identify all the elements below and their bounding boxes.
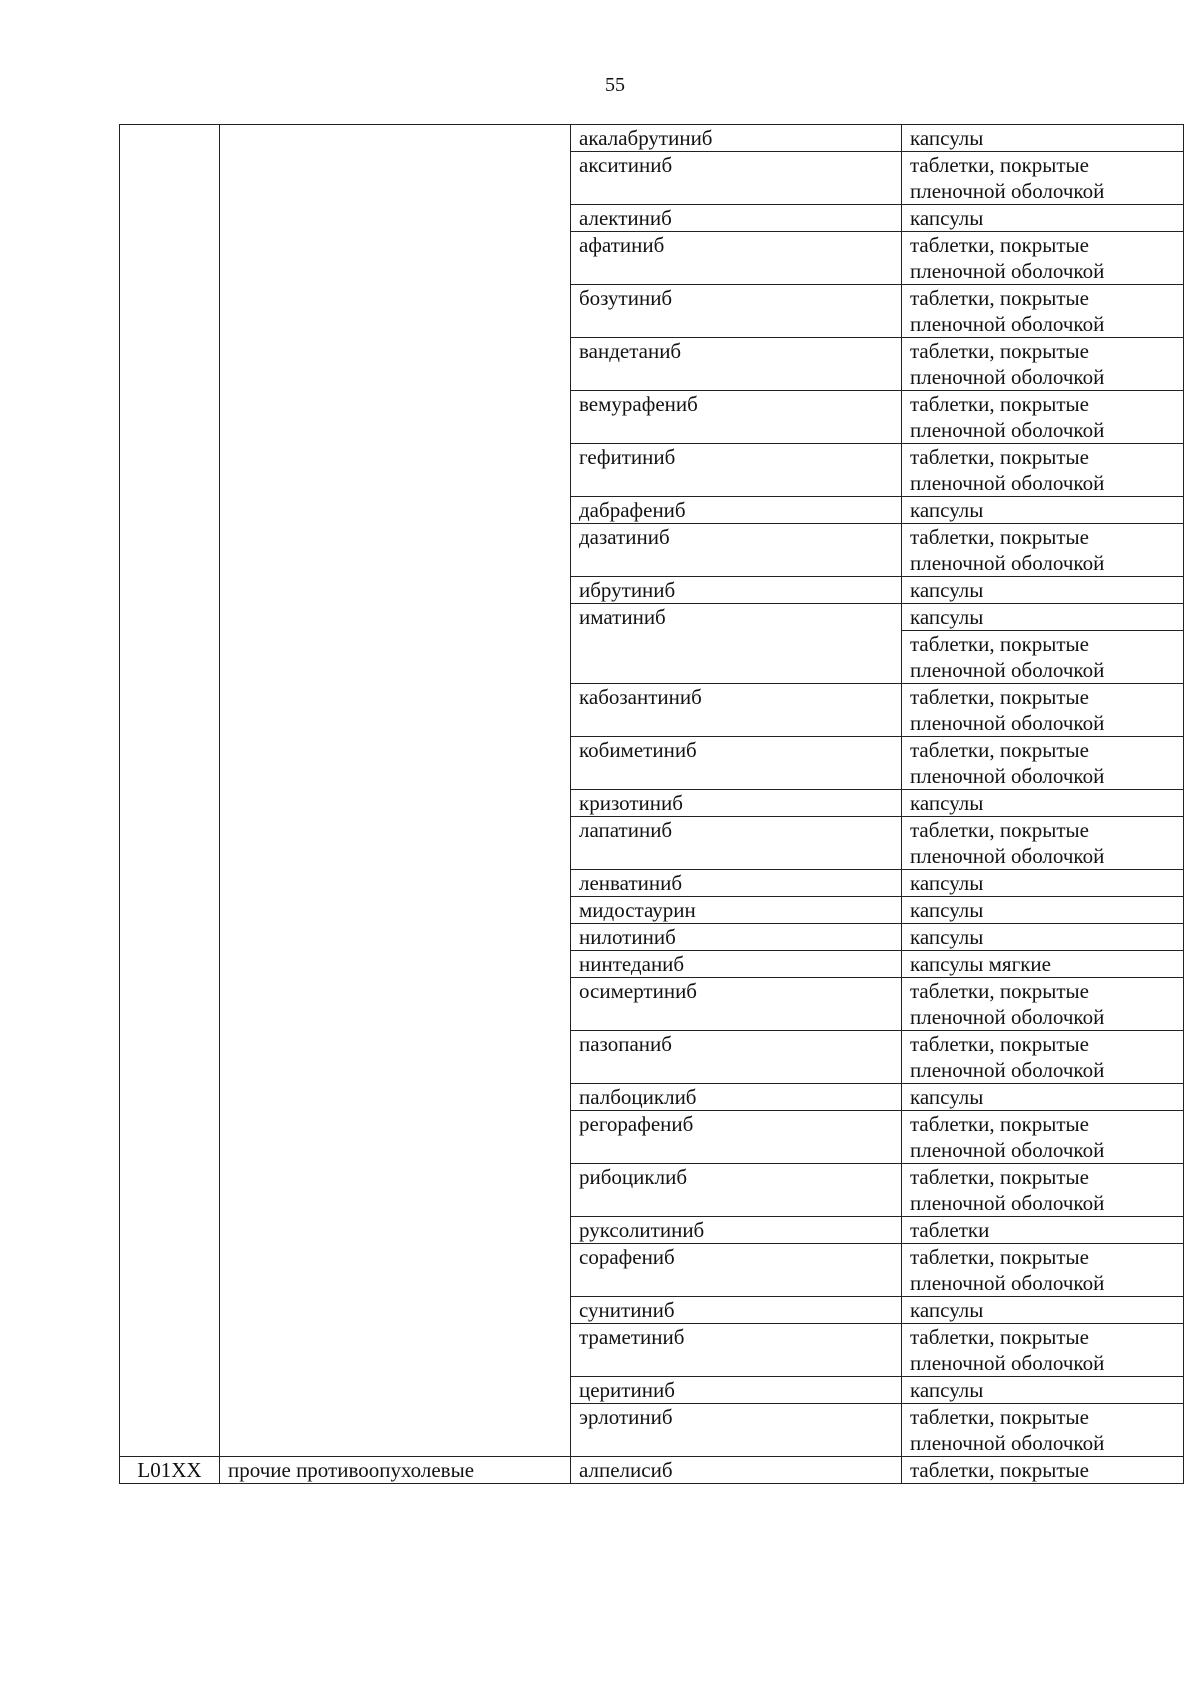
dosage-form-cell: таблетки, покрытые (902, 1457, 1184, 1484)
dosage-form-cell: капсулы (902, 870, 1184, 897)
drug-name-cell: гефитиниб (571, 444, 902, 497)
dosage-form-cell: таблетки, покрытые пленочной оболочкой (902, 1324, 1184, 1377)
dosage-form-cell: таблетки, покрытые пленочной оболочкой (902, 232, 1184, 285)
group-name-cell (220, 125, 571, 1457)
drug-name-cell: иматиниб (571, 604, 902, 684)
drug-name-cell: нинтеданиб (571, 951, 902, 978)
dosage-form-cell: капсулы (902, 1297, 1184, 1324)
drug-name-cell: дазатиниб (571, 524, 902, 577)
table-row (120, 1457, 1184, 1484)
dosage-form-cell: таблетки, покрытые пленочной оболочкой (902, 737, 1184, 790)
dosage-form-cell: капсулы (902, 897, 1184, 924)
dosage-form-cell: таблетки, покрытые пленочной оболочкой (902, 631, 1184, 684)
dosage-form-cell: капсулы (902, 1084, 1184, 1111)
drug-name-cell: рибоциклиб (571, 1164, 902, 1217)
dosage-form-cell: капсулы (902, 125, 1184, 152)
drug-name-cell: кризотиниб (571, 790, 902, 817)
dosage-form-cell: таблетки, покрытые пленочной оболочкой (902, 152, 1184, 205)
dosage-form-cell: таблетки, покрытые пленочной оболочкой (902, 285, 1184, 338)
dosage-form-cell: капсулы (902, 205, 1184, 232)
drug-name-cell: траметиниб (571, 1324, 902, 1377)
atc-code-cell: L01XX (120, 1457, 220, 1484)
drug-name-cell: пазопаниб (571, 1031, 902, 1084)
dosage-form-cell: таблетки, покрытые пленочной оболочкой (902, 1164, 1184, 1217)
dosage-form-cell: капсулы (902, 1377, 1184, 1404)
dosage-form-cell: капсулы (902, 577, 1184, 604)
dosage-form-cell: таблетки, покрытые пленочной оболочкой (902, 1404, 1184, 1457)
atc-code-cell (120, 125, 220, 1457)
dosage-form-cell: таблетки, покрытые пленочной оболочкой (902, 1031, 1184, 1084)
drug-name-cell: нилотиниб (571, 924, 902, 951)
dosage-form-cell: таблетки, покрытые пленочной оболочкой (902, 684, 1184, 737)
dosage-form-cell: таблетки, покрытые пленочной оболочкой (902, 978, 1184, 1031)
drug-name-cell: ленватиниб (571, 870, 902, 897)
drug-name-cell: мидостаурин (571, 897, 902, 924)
table-row (120, 125, 1184, 152)
drug-name-cell: алектиниб (571, 205, 902, 232)
dosage-form-cell: таблетки, покрытые пленочной оболочкой (902, 338, 1184, 391)
dosage-form-cell: таблетки (902, 1217, 1184, 1244)
drug-name-cell: акситиниб (571, 152, 902, 205)
drug-name-cell: церитиниб (571, 1377, 902, 1404)
drug-table (119, 124, 1184, 1484)
dosage-form-cell: таблетки, покрытые пленочной оболочкой (902, 1244, 1184, 1297)
drug-name-cell: бозутиниб (571, 285, 902, 338)
group-name-cell: прочие противоопухолевые (220, 1457, 571, 1484)
dosage-form-cell: капсулы (902, 790, 1184, 817)
page-number: 55 (605, 74, 625, 96)
drug-name-cell: афатиниб (571, 232, 902, 285)
drug-name-cell: ибрутиниб (571, 577, 902, 604)
drug-name-cell: кабозантиниб (571, 684, 902, 737)
dosage-form-cell: капсулы (902, 604, 1184, 631)
dosage-form-cell: капсулы (902, 924, 1184, 951)
drug-name-cell: сунитиниб (571, 1297, 902, 1324)
dosage-form-cell: капсулы мягкие (902, 951, 1184, 978)
dosage-form-cell: таблетки, покрытые пленочной оболочкой (902, 391, 1184, 444)
drug-name-cell: вандетаниб (571, 338, 902, 391)
drug-name-cell: сорафениб (571, 1244, 902, 1297)
drug-name-cell: алпелисиб (571, 1457, 902, 1484)
dosage-form-cell: таблетки, покрытые пленочной оболочкой (902, 1111, 1184, 1164)
drug-name-cell: дабрафениб (571, 497, 902, 524)
dosage-form-cell: капсулы (902, 497, 1184, 524)
drug-name-cell: руксолитиниб (571, 1217, 902, 1244)
dosage-form-cell: таблетки, покрытые пленочной оболочкой (902, 444, 1184, 497)
drug-name-cell: лапатиниб (571, 817, 902, 870)
dosage-form-cell: таблетки, покрытые пленочной оболочкой (902, 817, 1184, 870)
drug-name-cell: эрлотиниб (571, 1404, 902, 1457)
dosage-form-cell: таблетки, покрытые пленочной оболочкой (902, 524, 1184, 577)
drug-name-cell: вемурафениб (571, 391, 902, 444)
drug-name-cell: акалабрутиниб (571, 125, 902, 152)
drug-name-cell: регорафениб (571, 1111, 902, 1164)
drug-name-cell: осимертиниб (571, 978, 902, 1031)
drug-name-cell: палбоциклиб (571, 1084, 902, 1111)
drug-name-cell: кобиметиниб (571, 737, 902, 790)
